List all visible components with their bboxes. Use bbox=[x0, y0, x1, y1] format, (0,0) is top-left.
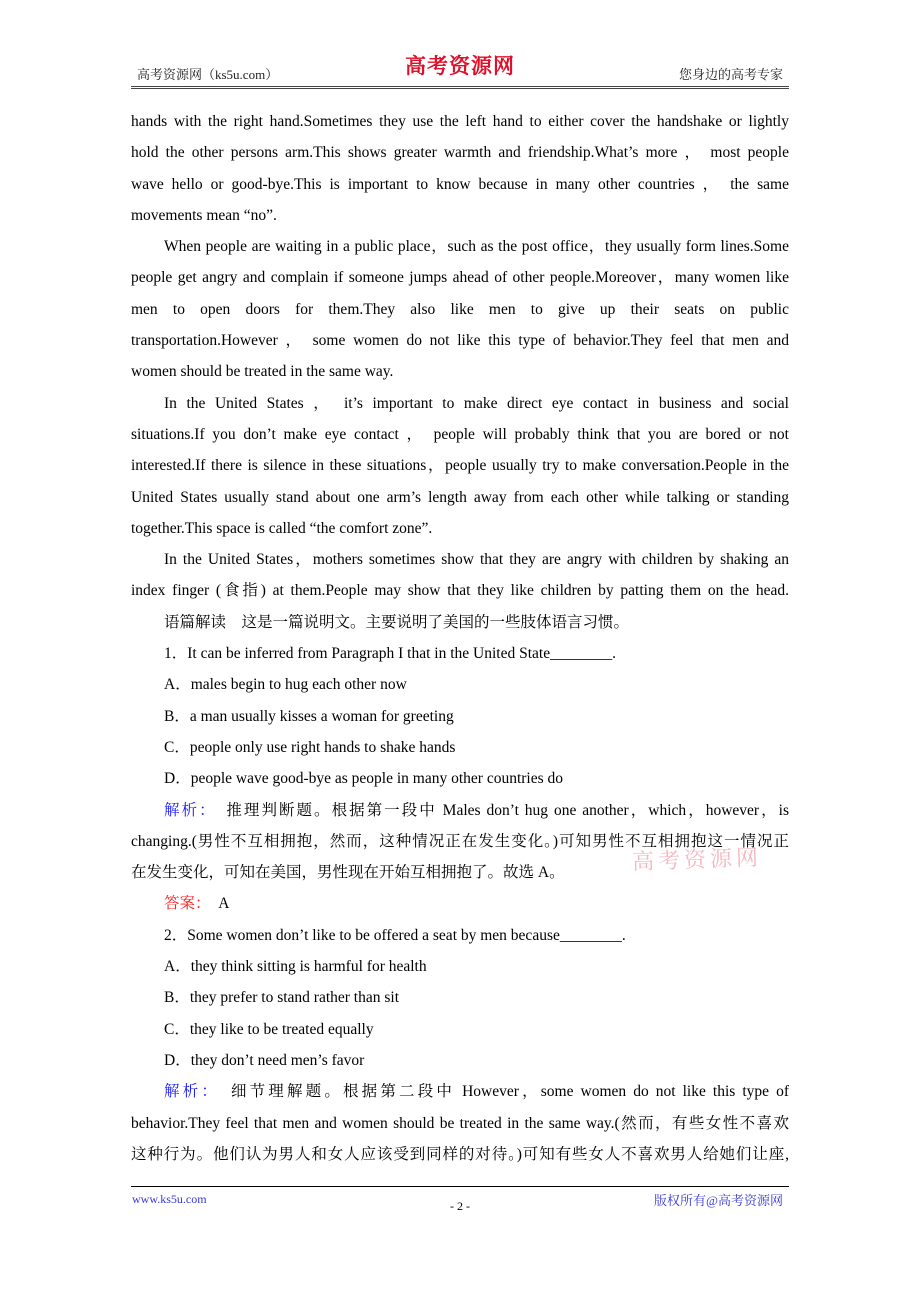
text-line bbox=[131, 1014, 789, 1045]
text-line bbox=[131, 920, 789, 951]
text-line bbox=[131, 982, 789, 1013]
text-line bbox=[131, 732, 789, 763]
header-slogan: 您身边的高考专家 bbox=[678, 67, 783, 82]
text-line bbox=[131, 419, 789, 450]
line-text: 推理判断题。根据第一段中 Males don’t hug one another，which，however，is bbox=[208, 801, 789, 819]
text-line bbox=[131, 888, 789, 919]
answer-label: 答案： bbox=[164, 895, 203, 913]
line-text: 1．It can be inferred from Paragraph I that in the United State________. bbox=[164, 645, 616, 663]
line-text: United States usually stand about one arm’s length away from each other while talking or standing bbox=[131, 488, 789, 506]
line-text: hold the other persons arm.This shows greater warmth and friendship.What’s more ， most people bbox=[131, 144, 789, 162]
line-text: changing.(男性不互相拥抱，然而，这种情况正在发生变化。)可知男性不互相拥抱这一情况正 bbox=[131, 832, 789, 850]
line-text: A．they think sitting is harmful for health bbox=[164, 958, 427, 976]
text-line bbox=[131, 137, 789, 168]
document-body bbox=[131, 106, 789, 1170]
line-text: situations.If you don’t make eye contact ， people will probably think that you are bored or not bbox=[131, 425, 789, 443]
text-line bbox=[131, 388, 789, 419]
text-line bbox=[131, 169, 789, 200]
text-line bbox=[131, 638, 789, 669]
text-line bbox=[131, 763, 789, 794]
line-text: interested.If there is silence in these situations，people usually try to make conversation.People in the bbox=[131, 457, 789, 475]
text-line bbox=[131, 669, 789, 700]
analysis-label: 解析： bbox=[164, 1083, 213, 1101]
text-line bbox=[131, 1045, 789, 1076]
page-header bbox=[131, 56, 789, 89]
line-text: movements mean “no”. bbox=[131, 206, 277, 224]
watermark: 高考资源网 bbox=[631, 844, 763, 875]
text-line bbox=[131, 1076, 789, 1107]
page-number: - 2 - bbox=[450, 1199, 470, 1213]
line-text: B．a man usually kisses a woman for greeting bbox=[164, 707, 454, 725]
text-line bbox=[131, 513, 789, 544]
line-text: together.This space is called “the comfort zone”. bbox=[131, 519, 433, 537]
text-line bbox=[131, 200, 789, 231]
line-text: wave hello or good-bye.This is important to know because in many other countries ， the same bbox=[131, 175, 789, 193]
line-text: 2．Some women don’t like to be offered a seat by men because________. bbox=[164, 926, 626, 944]
line-text: men to open doors for them.They also like men to give up their seats on public bbox=[131, 300, 789, 318]
text-line bbox=[131, 106, 789, 137]
header-logo: 高考资源网 bbox=[405, 54, 515, 78]
line-text: In the United States ， it’s important to make direct eye contact in business and social bbox=[164, 394, 789, 412]
text-line bbox=[131, 607, 789, 638]
line-text: C．people only use right hands to shake hands bbox=[164, 738, 456, 756]
line-text: A．males begin to hug each other now bbox=[164, 676, 407, 694]
line-text: 在发生变化，可知在美国，男性现在开始互相拥抱了。故选 A。 bbox=[131, 864, 565, 882]
footer-copyright: 版权所有@高考资源网 bbox=[654, 1193, 783, 1208]
line-text: In the United States，mothers sometimes show that they are angry with children by shaking an bbox=[164, 551, 789, 569]
text-line bbox=[131, 795, 789, 826]
footer-url-link[interactable]: www.ks5u.com bbox=[132, 1192, 207, 1206]
line-text: D．they don’t need men’s favor bbox=[164, 1051, 365, 1069]
text-line bbox=[131, 951, 789, 982]
line-text: D．people wave good-bye as people in many other countries do bbox=[164, 770, 564, 788]
line-text: 语篇解读 这是一篇说明文。主要说明了美国的一些肢体语言习惯。 bbox=[164, 613, 630, 631]
line-text: behavior.They feel that men and women should be treated in the same way.(然而，有些女性不喜欢 bbox=[131, 1114, 789, 1132]
text-line bbox=[131, 356, 789, 387]
line-text: C．they like to be treated equally bbox=[164, 1020, 374, 1038]
text-line bbox=[131, 325, 789, 356]
text-line bbox=[131, 482, 789, 513]
line-text: 细节理解题。根据第二段中 However，some women do not like this type of bbox=[212, 1083, 789, 1101]
analysis-label: 解析： bbox=[164, 801, 209, 819]
line-text: When people are waiting in a public place，such as the post office，they usually form lines.Some bbox=[164, 238, 789, 256]
text-line bbox=[131, 1108, 789, 1139]
line-text: B．they prefer to stand rather than sit bbox=[164, 989, 400, 1007]
line-text: 这种行为。他们认为男人和女人应该受到同样的对待。)可知有些女人不喜欢男人给她们让座, bbox=[131, 1145, 789, 1163]
line-text: index finger (食指) at them.People may show that they like children by patting them on the head. bbox=[131, 582, 789, 600]
line-text: women should be treated in the same way. bbox=[131, 363, 394, 381]
line-text: hands with the right hand.Sometimes they use the left hand to either cover the handshake or lightly bbox=[131, 113, 789, 130]
text-line bbox=[131, 575, 789, 606]
text-line bbox=[131, 450, 789, 481]
page-footer bbox=[131, 1186, 789, 1213]
text-line bbox=[131, 262, 789, 293]
text-line bbox=[131, 1139, 789, 1170]
line-text: A bbox=[202, 895, 230, 913]
text-line bbox=[131, 231, 789, 262]
text-line bbox=[131, 701, 789, 732]
text-line bbox=[131, 294, 789, 325]
line-text: people get angry and complain if someone jumps ahead of other people.Moreover，many women like bbox=[131, 269, 789, 287]
line-text: transportation.However ， some women do not like this type of behavior.They feel that men and bbox=[131, 332, 789, 350]
header-site-name: 高考资源网（ks5u.com） bbox=[137, 67, 279, 82]
text-line bbox=[131, 544, 789, 575]
